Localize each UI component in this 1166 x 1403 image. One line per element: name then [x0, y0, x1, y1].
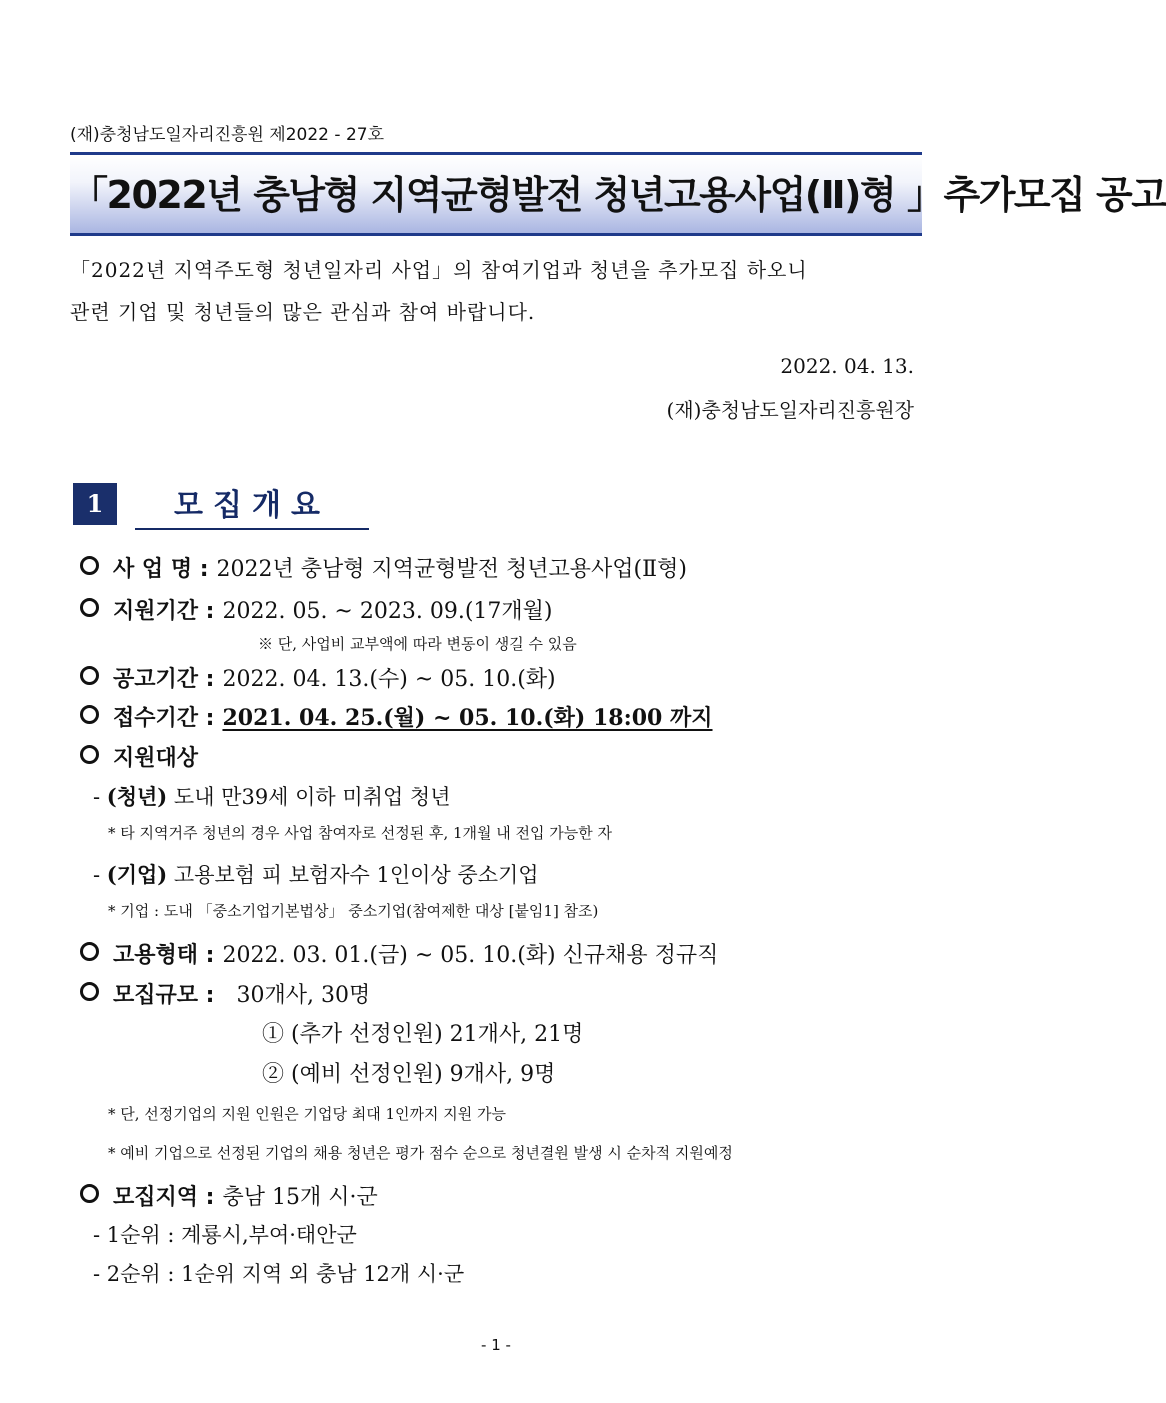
- circle-bullet-icon: [80, 1184, 99, 1203]
- scale-note-1: * 단, 선정기업의 지원 인원은 기업당 최대 1인까지 지원 가능: [108, 1105, 506, 1123]
- item-label: 모집지역 :: [113, 1185, 215, 1210]
- announcement-date: 2022. 04. 13.: [780, 354, 914, 378]
- target-youth: [93, 781, 451, 811]
- item-region: [80, 1180, 378, 1211]
- item-value: 30개사, 30명: [236, 983, 371, 1008]
- target-tag: (청년): [106, 784, 168, 809]
- item-label: 고용형태 :: [113, 943, 215, 968]
- item-target: [80, 741, 198, 772]
- item-label: 지원기간 :: [113, 599, 215, 624]
- scale-sub-1: ① (추가 선정인원) 21개사, 21명: [262, 1022, 584, 1047]
- item-label: 접수기간 :: [113, 706, 215, 731]
- circle-bullet-icon: [80, 982, 99, 1001]
- intro-line-1: 「2022년 지역주도형 청년일자리 사업」의 참여기업과 청년을 추가모집 하오니: [70, 258, 808, 282]
- page-title: 「2022년 충남형 지역균형발전 청년고용사업(Ⅱ)형 」추가모집 공고: [70, 173, 1166, 217]
- circle-bullet-icon: [80, 942, 99, 961]
- target-text: 고용보험 피 보험자수 1인이상 중소기업: [173, 863, 539, 887]
- item-value: 충남 15개 시·군: [222, 1185, 378, 1210]
- item-receipt-period: [80, 701, 713, 732]
- circle-bullet-icon: [80, 705, 99, 724]
- circle-bullet-icon: [80, 745, 99, 764]
- section-title: 모집개요: [135, 480, 369, 530]
- dash-prefix: -: [93, 785, 107, 809]
- item-period: [80, 594, 552, 625]
- item-employment: [80, 938, 718, 969]
- intro-line-2: 관련 기업 및 청년들의 많은 관심과 참여 바랍니다.: [70, 300, 536, 324]
- region-rank-1: - 1순위 : 계룡시,부여·태안군: [93, 1223, 357, 1247]
- page-number: - 1 -: [481, 1336, 511, 1354]
- section-number: 1: [73, 483, 117, 525]
- youth-note: * 타 지역거주 청년의 경우 사업 참여자로 선정된 후, 1개월 내 전입 가능한 자: [108, 824, 613, 842]
- item-project: [80, 552, 687, 583]
- dash-prefix: -: [93, 863, 107, 887]
- item-notice-period: [80, 662, 556, 693]
- circle-bullet-icon: [80, 666, 99, 685]
- scale-note-2: * 예비 기업으로 선정된 기업의 채용 청년은 평가 점수 순으로 청년결원 발생 시 순차적 지원예정: [108, 1144, 733, 1162]
- item-value: 2022. 03. 01.(금) ~ 05. 10.(화) 신규채용 정규직: [222, 943, 719, 968]
- item-label: 공고기간 :: [113, 667, 215, 692]
- item-scale: [80, 978, 370, 1009]
- item-label: 사 업 명 :: [113, 557, 209, 582]
- item-value: 2022. 05. ~ 2023. 09.(17개월): [222, 599, 553, 624]
- company-note: * 기업 : 도내 「중소기업기본법상」 중소기업(참여제한 대상 [붙임1] 참조): [108, 902, 599, 920]
- item-value: 2022. 04. 13.(수) ~ 05. 10.(화): [222, 667, 556, 692]
- issuer-name: (재)충청남도일자리진흥원장: [666, 398, 914, 422]
- circle-bullet-icon: [80, 556, 99, 575]
- document-number: (재)충청남도일자리진흥원 제2022 - 27호: [70, 125, 384, 145]
- target-text: 도내 만39세 이하 미취업 청년: [173, 785, 451, 809]
- item-label: 지원대상: [113, 746, 199, 771]
- target-company: [93, 859, 539, 889]
- period-note: ※ 단, 사업비 교부액에 따라 변동이 생길 수 있음: [258, 635, 577, 653]
- scale-sub-2: ② (예비 선정인원) 9개사, 9명: [262, 1062, 556, 1087]
- item-value: 2021. 04. 25.(월) ~ 05. 10.(화) 18:00 까지: [222, 705, 713, 731]
- item-value: 2022년 충남형 지역균형발전 청년고용사업(Ⅱ형): [216, 557, 687, 582]
- circle-bullet-icon: [80, 598, 99, 617]
- item-label: 모집규모 :: [113, 983, 215, 1008]
- region-rank-2: - 2순위 : 1순위 지역 외 충남 12개 시·군: [93, 1262, 465, 1286]
- target-tag: (기업): [106, 862, 168, 887]
